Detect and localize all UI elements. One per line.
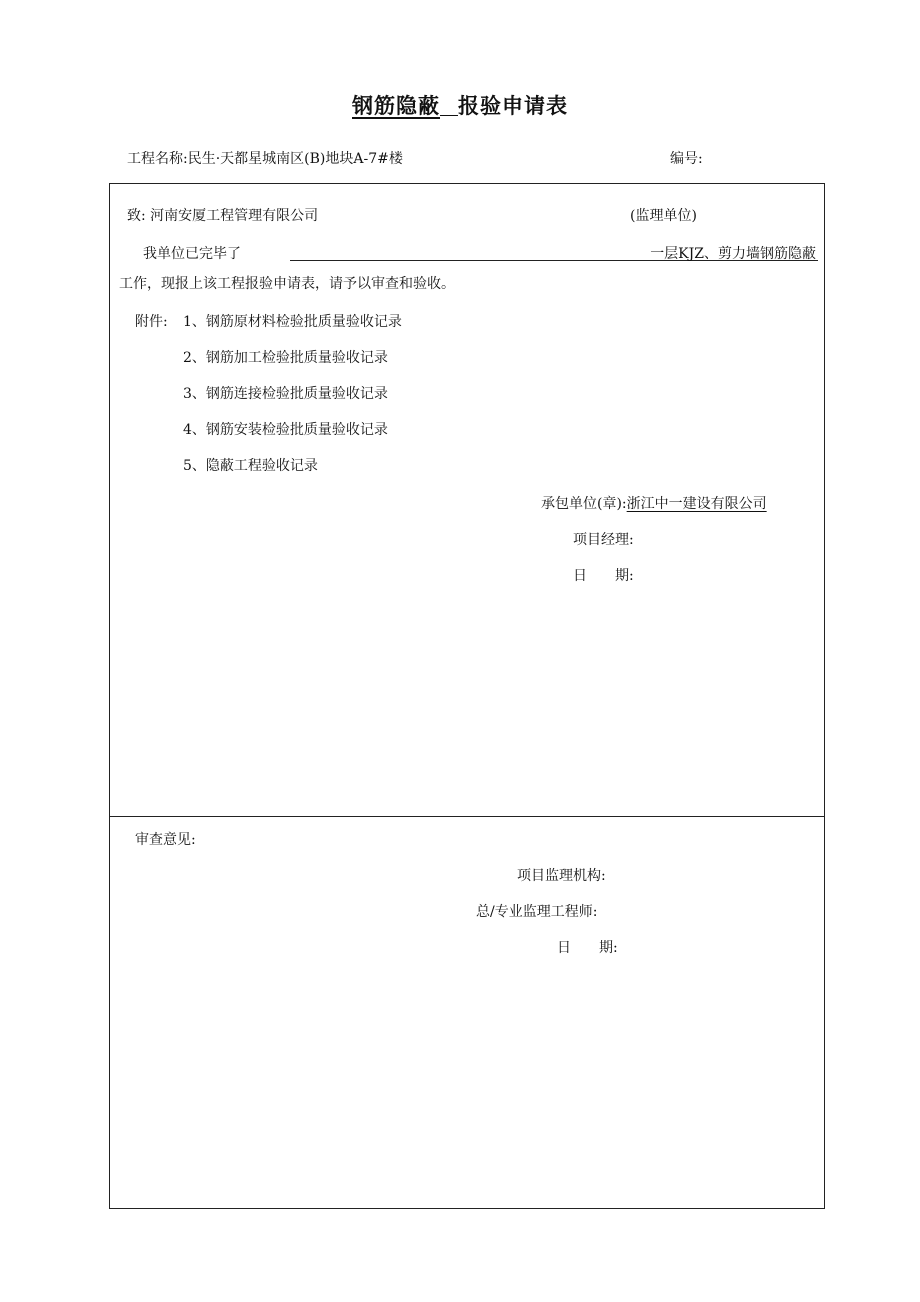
request-sentence: 工作，现报上该工程报验申请表，请予以审查和验收。 <box>119 276 455 292</box>
to-row <box>127 205 318 225</box>
attachment-item: 3、钢筋连接检验批质量验收记录 <box>183 386 388 402</box>
attachment-item: 1、钢筋原材料检验批质量验收记录 <box>183 314 402 330</box>
attachment-item: 5、隐蔽工程验收记录 <box>183 458 318 474</box>
to-value: 河南安厦工程管理有限公司 <box>150 208 319 224</box>
title-part1: 钢筋隐蔽 <box>352 94 440 118</box>
contractor-label: 承包单位(章): <box>541 496 627 512</box>
engineer-label: 总/专业监理工程师: <box>476 904 598 920</box>
title-blank <box>440 97 458 116</box>
page-title <box>0 90 920 120</box>
completed-work: 一层KJZ、剪力墙钢筋隐蔽 <box>650 246 816 262</box>
to-role: (监理单位) <box>630 208 697 224</box>
section-divider <box>110 816 824 817</box>
contractor-value: 浙江中一建设有限公司 <box>626 496 767 512</box>
project-name-row <box>127 148 403 168</box>
number-label: 编号: <box>670 151 703 167</box>
contractor-row <box>541 493 767 513</box>
attachments-label: 附件: <box>135 314 168 330</box>
title-part2: 报验申请表 <box>458 94 568 118</box>
project-label: 工程名称: <box>127 151 188 167</box>
project-name: 民生·天都星城南区(B)地块A-7#楼 <box>187 151 403 167</box>
attachment-item: 2、钢筋加工检验批质量验收记录 <box>183 350 388 366</box>
manager-label: 项目经理: <box>573 532 634 548</box>
completed-prefix: 我单位已完毕了 <box>143 246 241 262</box>
form-table <box>109 183 825 1209</box>
attachment-item: 4、钢筋安装检验批质量验收记录 <box>183 422 388 438</box>
opinion-label: 审查意见: <box>135 832 196 848</box>
date-label-2: 日 期: <box>557 940 618 956</box>
date-label-1: 日 期: <box>573 568 634 584</box>
to-label: 致: <box>127 208 146 224</box>
agency-label: 项目监理机构: <box>517 868 606 884</box>
